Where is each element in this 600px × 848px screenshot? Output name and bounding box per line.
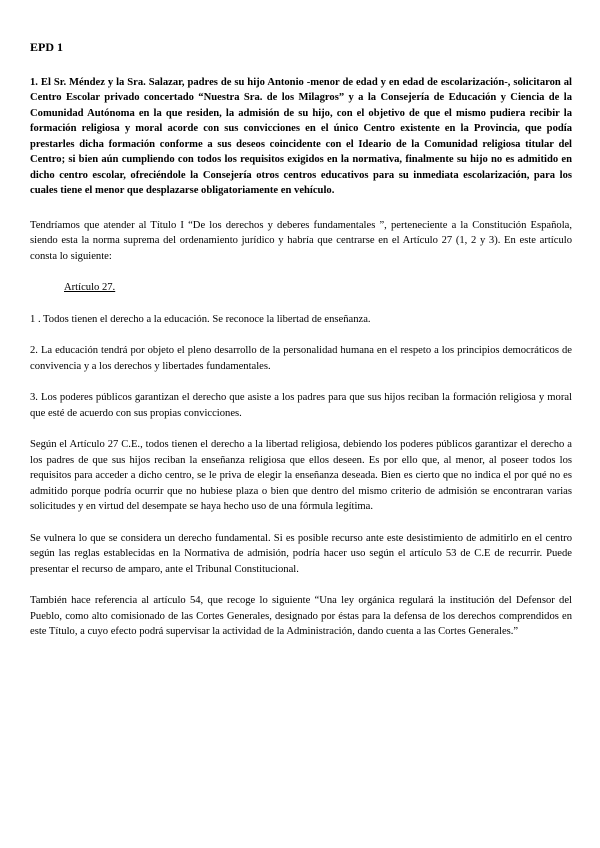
defensor-paragraph: También hace referencia al artículo 54, que recoge lo siguiente “Una ley orgánica regulará la institución del Defensor del Pueblo, como alto comisionado de las Cortes Generales, designado por éstas para la defensa de los derechos comprendidos en este Título, a cuyo efecto podrá supervisar la actividad de la Administración, dando cuenta a las Cortes Generales.” (30, 595, 572, 637)
document-page (30, 40, 572, 656)
article-heading: Artículo 27. (64, 282, 116, 293)
article-point-2: 2. La educación tendrá por objeto el pleno desarrollo de la personalidad humana en el respeto a los principios democráticos de convivencia y a los derechos y libertades fundamentales. (30, 345, 572, 372)
analysis-paragraph: Según el Artículo 27 C.E., todos tienen el derecho a la libertad religiosa, debiendo los poderes públicos garantizar el derecho a los padres de que sus hijos reciban la enseñanza religiosa que ellos deseen. Es por ello que, al menor, al poseer todos los requisitos para acceder a dicho centro, se le priva de elegir la enseñanza deseada. Bien es cierto que no indica el por qué no es admitido porque podría ocurrir que no hubiese plaza o bien que dentro del mismo criterio de admisión se encontraran varias solicitudes y en virtud del desempate se haya hecho uso de una fórmula legítima. (30, 439, 572, 512)
intro-paragraph: Tendríamos que atender al Título I “De los derechos y deberes fundamentales ”, perteneciente a la Constitución Española, siendo esta la norma suprema del ordenamiento jurídico y habría que centrarse en el Artículo 27 (1, 2 y 3). En este artículo consta lo siguiente: (30, 219, 572, 262)
case-statement: 1. El Sr. Méndez y la Sra. Salazar, padres de su hijo Antonio -menor de edad y en edad de escolarización-, solicitaron al Centro Escolar privado concertado “Nuestra Sra. de los Milagros” y a la Consejería de Educación y Ciencia de la Comunidad Autónoma en la que residen, la admisión de su hijo, con el objetivo de que el mismo pudiera recibir la formación religiosa y moral acorde con sus convicciones en el único Centro existente en la Provincia, que podía prestarles dicha formación conforme a sus deseos coincidente con el Ideario de la Comunidad religiosa titular del Centro; si bien aún cumpliendo con todos los requisitos exigidos en la normativa, finalmente su hijo no es admitido en dicho centro escolar, ofreciéndole la Consejería otros centros educativos para su inmediata escolarización, para los cuales tiene el menor que desplazarse obligatoriamente en vehículo. (30, 76, 572, 196)
document-title: EPD 1 (30, 40, 63, 54)
remedy-paragraph: Se vulnera lo que se considera un derecho fundamental. Si es posible recurso ante este desistimiento de admitirlo en el centro según las reglas establecidas en la Normativa de admisión, podría hacer uso según el artículo 53 de C.E de recurrir. Puede presentar el recurso de amparo, ante el Tribunal Constitucional. (30, 532, 572, 575)
article-point-3: 3. Los poderes públicos garantizan el derecho que asiste a los padres para que sus hijos reciban la formación religiosa y moral que esté de acuerdo con sus propias convicciones. (30, 392, 572, 419)
article-point-1: 1 . Todos tienen el derecho a la educación. Se reconoce la libertad de enseñanza. (30, 313, 371, 325)
